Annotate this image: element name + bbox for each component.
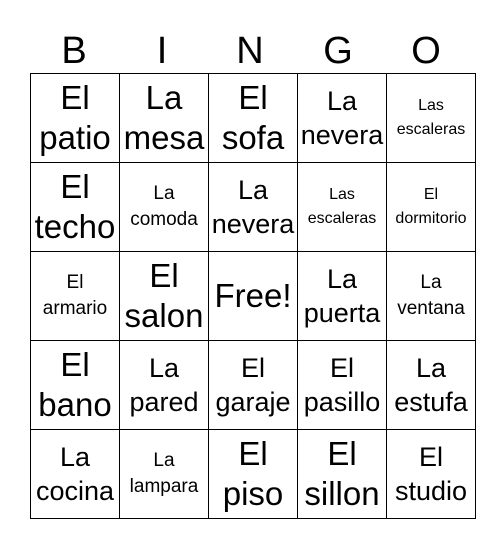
bingo-cell[interactable] (120, 341, 209, 430)
header-letter-i: I (156, 30, 168, 72)
board-row (31, 74, 476, 163)
bingo-cell[interactable] (298, 341, 387, 430)
cell-article: El (66, 272, 84, 293)
cell-article: La (326, 86, 358, 116)
cell-word: pared (129, 387, 199, 417)
cell-article: Free! (214, 277, 292, 314)
cell-article: Las (329, 186, 355, 203)
bingo-cell[interactable] (387, 341, 476, 430)
bingo-cell[interactable] (209, 341, 298, 430)
cell-text (209, 74, 297, 162)
board-row (31, 163, 476, 252)
cell-text (31, 341, 119, 429)
cell-text (298, 252, 386, 340)
cell-article: El (60, 79, 90, 116)
bingo-cell[interactable] (209, 430, 298, 519)
cell-article: El (60, 168, 90, 205)
cell-text (387, 430, 475, 518)
cell-word: lampara (129, 476, 199, 497)
cell-word: armario (42, 298, 108, 319)
cell-text (31, 163, 119, 251)
board-row (31, 252, 476, 341)
cell-word: patio (39, 119, 111, 156)
header-letter-g: G (323, 30, 353, 72)
cell-word: estufa (394, 387, 468, 417)
board-row (31, 430, 476, 519)
header-letter-o: O (411, 30, 441, 72)
cell-word: escaleras (396, 121, 466, 138)
cell-article: Las (418, 97, 444, 114)
cell-article: La (145, 79, 183, 116)
bingo-cell[interactable] (387, 163, 476, 252)
bingo-cell[interactable] (209, 74, 298, 163)
cell-text (209, 430, 297, 518)
bingo-cell[interactable] (209, 163, 298, 252)
cell-word: bano (38, 386, 112, 423)
cell-word: pasillo (303, 387, 381, 417)
header-letter-b: B (61, 30, 87, 72)
cell-word: escaleras (307, 210, 377, 227)
cell-text (120, 163, 208, 251)
board-row (31, 341, 476, 430)
cell-word: sofa (221, 119, 285, 156)
header-letter-n: N (236, 30, 264, 72)
bingo-cell[interactable] (120, 74, 209, 163)
bingo-cell[interactable] (31, 341, 120, 430)
bingo-cell[interactable] (120, 430, 209, 519)
cell-text (120, 341, 208, 429)
cell-word: ventana (397, 298, 465, 319)
cell-word: garaje (215, 387, 291, 417)
bingo-cell[interactable] (298, 430, 387, 519)
cell-text (120, 252, 208, 340)
cell-article: La (148, 353, 180, 383)
cell-article: La (420, 272, 442, 293)
cell-text (387, 74, 475, 162)
cell-article: El (329, 353, 354, 383)
cell-article: El (238, 79, 268, 116)
cell-text (298, 341, 386, 429)
cell-text (31, 430, 119, 518)
cell-word: dormitorio (395, 210, 467, 227)
cell-text (298, 74, 386, 162)
cell-article: La (237, 175, 269, 205)
cell-text (298, 430, 386, 518)
cell-text (209, 341, 297, 429)
cell-word: sillon (304, 475, 380, 512)
cell-text (120, 430, 208, 518)
bingo-cell[interactable] (31, 430, 120, 519)
bingo-cell[interactable] (387, 430, 476, 519)
cell-article: El (423, 186, 439, 203)
bingo-cell[interactable] (31, 163, 120, 252)
cell-article: La (415, 353, 447, 383)
bingo-header (30, 28, 471, 74)
cell-article: La (59, 442, 91, 472)
bingo-board (30, 73, 476, 519)
cell-article: El (149, 257, 179, 294)
bingo-cell[interactable] (120, 163, 209, 252)
bingo-cell[interactable] (387, 252, 476, 341)
bingo-cell[interactable] (120, 252, 209, 341)
cell-article: El (418, 442, 443, 472)
cell-text (120, 74, 208, 162)
bingo-cell[interactable] (31, 74, 120, 163)
bingo-cell[interactable] (387, 74, 476, 163)
bingo-cell[interactable] (31, 252, 120, 341)
cell-word: nevera (300, 120, 384, 150)
bingo-cell[interactable] (298, 163, 387, 252)
cell-article: El (240, 353, 265, 383)
cell-article: La (153, 450, 175, 471)
cell-word: comoda (130, 209, 198, 230)
cell-text (31, 74, 119, 162)
cell-article: El (327, 435, 357, 472)
cell-word: salon (124, 297, 204, 334)
cell-article: La (153, 183, 175, 204)
cell-text (387, 163, 475, 251)
cell-article: La (326, 264, 358, 294)
free-space (209, 252, 297, 340)
cell-word: puerta (303, 298, 381, 328)
bingo-cell[interactable] (298, 252, 387, 341)
bingo-cell[interactable] (298, 74, 387, 163)
cell-text (298, 163, 386, 251)
cell-word: mesa (123, 119, 205, 156)
cell-word: cocina (35, 476, 115, 506)
cell-word: nevera (211, 209, 295, 239)
cell-article: El (60, 346, 90, 383)
cell-text (31, 252, 119, 340)
cell-word: studio (394, 476, 468, 506)
cell-text (387, 341, 475, 429)
cell-text (209, 163, 297, 251)
bingo-cell[interactable] (209, 252, 298, 341)
cell-word: techo (34, 208, 116, 245)
cell-word: piso (222, 475, 284, 512)
cell-text (387, 252, 475, 340)
cell-article: El (238, 435, 268, 472)
